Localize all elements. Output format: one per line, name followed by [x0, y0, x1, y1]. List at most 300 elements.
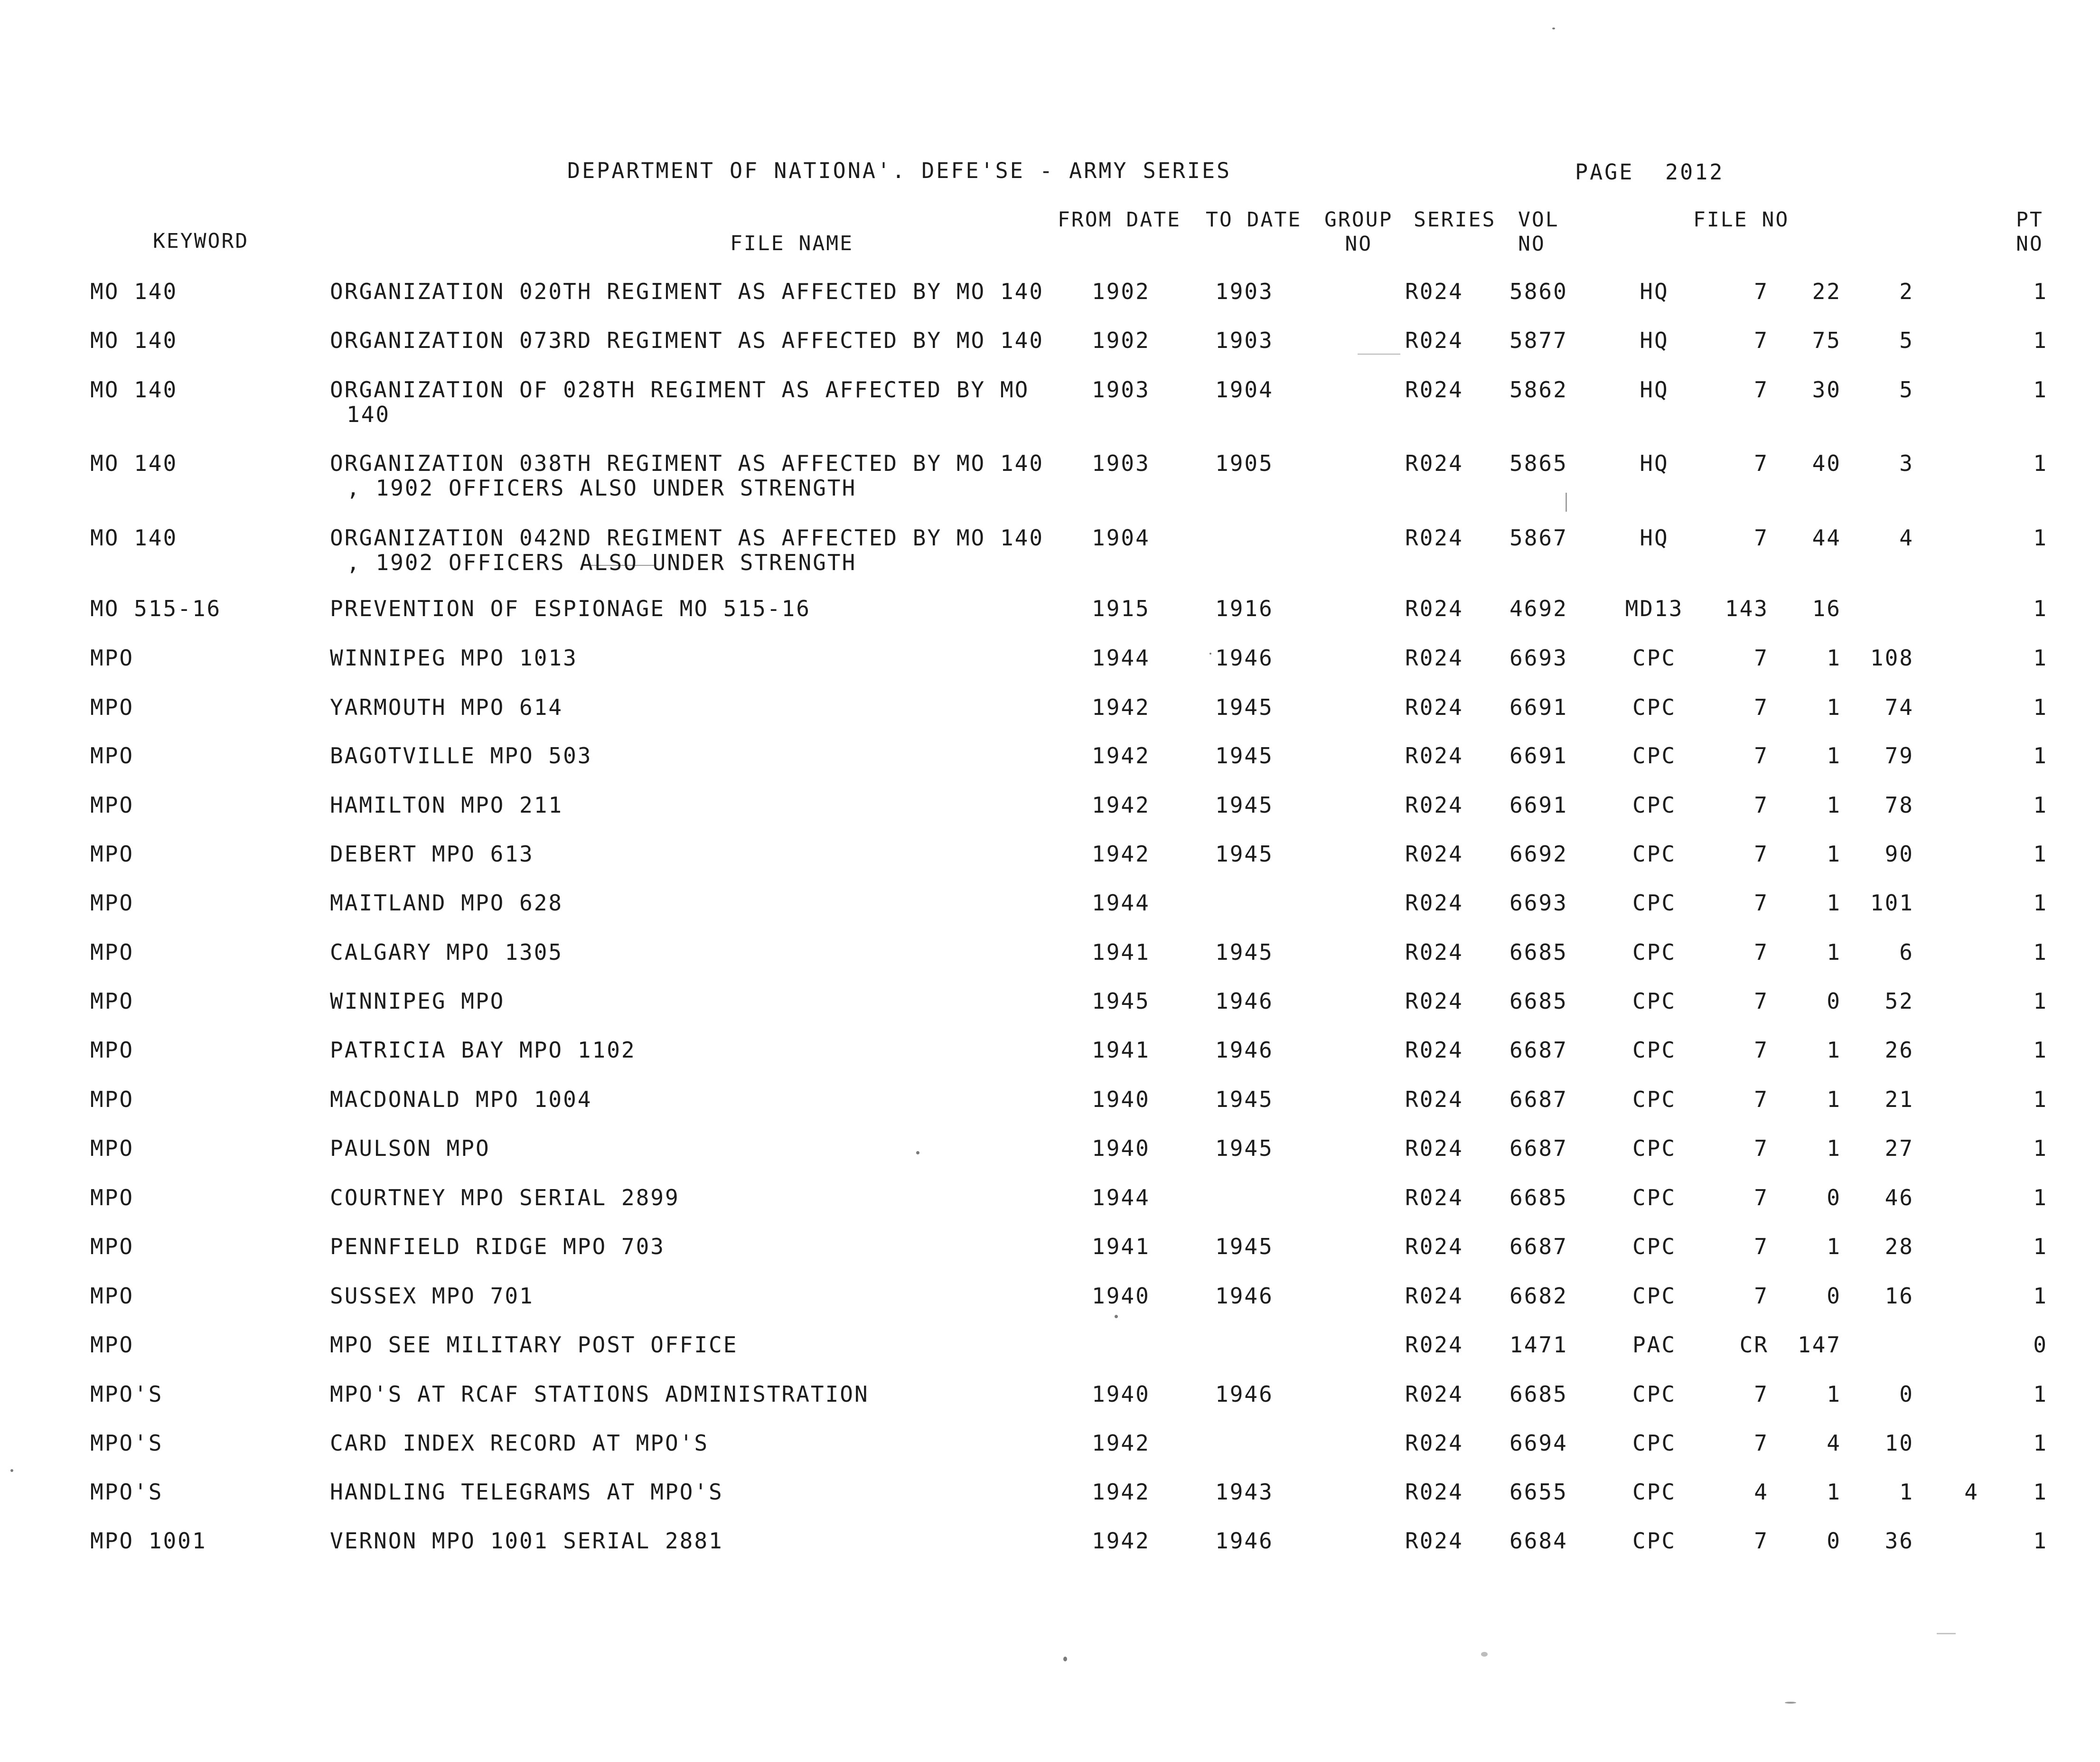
cell-file-no-tertiary: 79	[1884, 743, 1914, 769]
cell-file-no-primary: 7	[1754, 525, 1769, 551]
table-row	[0, 989, 2100, 1036]
cell-file-no-office: CPC	[1632, 1528, 1677, 1554]
cell-series: R024	[1405, 694, 1463, 720]
cell-from-date: 1942	[1092, 743, 1150, 769]
cell-from-date: 1903	[1092, 450, 1150, 476]
cell-vol-no: 6691	[1509, 694, 1568, 720]
cell-file-no-secondary: 0	[1827, 1185, 1841, 1210]
cell-file-no-secondary: 75	[1812, 328, 1841, 353]
cell-file-no-office: CPC	[1632, 1037, 1677, 1063]
cell-file-no-tertiary: 52	[1884, 988, 1914, 1014]
cell-file-no-primary: 7	[1754, 1185, 1769, 1210]
cell-keyword: MO 140	[90, 377, 178, 403]
cell-from-date: 1944	[1092, 645, 1150, 671]
table-row	[0, 525, 2100, 573]
cell-keyword: MO 140	[90, 450, 178, 476]
cell-file-no-tertiary: 6	[1899, 939, 1914, 965]
cell-pt-no: 1	[2033, 450, 2048, 476]
speck	[1063, 1657, 1067, 1661]
table-row	[0, 842, 2100, 889]
cell-file-no-primary: 7	[1754, 1430, 1769, 1456]
cell-keyword: MPO'S	[90, 1479, 163, 1505]
cell-file-no-secondary: 147	[1797, 1332, 1841, 1358]
cell-file-no-tertiary: 1	[1899, 1479, 1914, 1505]
cell-from-date: 1944	[1092, 890, 1150, 916]
cell-pt-no: 1	[2033, 694, 2048, 720]
cell-file-no-tertiary: 5	[1899, 377, 1914, 403]
cell-keyword: MPO	[90, 694, 134, 720]
cell-to-date: 1946	[1215, 1381, 1274, 1407]
cell-file-name: PENNFIELD RIDGE MPO 703	[330, 1234, 665, 1259]
cell-file-no-extra: 4	[1964, 1479, 1979, 1505]
cell-file-no-tertiary: 27	[1884, 1135, 1914, 1161]
cell-vol-no: 6687	[1509, 1037, 1568, 1063]
cell-to-date: 1946	[1215, 1528, 1274, 1554]
cell-file-name: WINNIPEG MPO	[330, 988, 505, 1014]
cell-series: R024	[1405, 1283, 1463, 1309]
cell-vol-no: 6687	[1509, 1135, 1568, 1161]
cell-file-no-secondary: 1	[1827, 1479, 1841, 1505]
cell-file-no-office: CPC	[1632, 792, 1677, 818]
cell-keyword: MPO	[90, 939, 134, 965]
cell-to-date: 1903	[1215, 279, 1274, 304]
file-name-continuation: 140	[347, 402, 391, 427]
cell-keyword: MO 140	[90, 328, 178, 353]
cell-to-date: 1916	[1215, 596, 1274, 621]
table-row	[0, 940, 2100, 987]
cell-from-date: 1942	[1092, 1479, 1150, 1505]
cell-from-date: 1944	[1092, 1185, 1150, 1210]
cell-pt-no: 1	[2033, 1037, 2048, 1063]
cell-to-date: 1945	[1215, 694, 1274, 720]
column-header-keyword: KEYWORD	[153, 229, 249, 253]
cell-keyword: MPO	[90, 988, 134, 1014]
table-row	[0, 646, 2100, 693]
cell-file-no-secondary: 1	[1827, 1087, 1841, 1112]
cell-keyword: MPO	[90, 1283, 134, 1309]
cell-file-no-office: CPC	[1632, 645, 1677, 671]
cell-keyword: MPO	[90, 1234, 134, 1259]
cell-file-no-office: CPC	[1632, 1135, 1677, 1161]
cell-file-no-primary: 7	[1754, 1037, 1769, 1063]
cell-series: R024	[1405, 328, 1463, 353]
cell-vol-no: 6684	[1509, 1528, 1568, 1554]
cell-file-name: CALGARY MPO 1305	[330, 939, 563, 965]
cell-from-date: 1940	[1092, 1135, 1150, 1161]
cell-to-date: 1945	[1215, 792, 1274, 818]
cell-to-date: 1945	[1215, 743, 1274, 769]
table-row	[0, 377, 2100, 425]
cell-from-date: 1942	[1092, 694, 1150, 720]
cell-series: R024	[1405, 1332, 1463, 1358]
cell-file-name: MPO SEE MILITARY POST OFFICE	[330, 1332, 738, 1358]
cell-to-date: 1945	[1215, 1135, 1274, 1161]
cell-vol-no: 6693	[1509, 890, 1568, 916]
cell-keyword: MPO	[90, 645, 134, 671]
cell-file-no-primary: 7	[1754, 279, 1769, 304]
cell-series: R024	[1405, 450, 1463, 476]
cell-file-name: ORGANIZATION 020TH REGIMENT AS AFFECTED BY MO 140	[330, 279, 1044, 304]
cell-from-date: 1940	[1092, 1087, 1150, 1112]
cell-to-date: 1943	[1215, 1479, 1274, 1505]
table-row	[0, 1382, 2100, 1429]
cell-keyword: MPO'S	[90, 1430, 163, 1456]
cell-file-no-primary: 7	[1754, 841, 1769, 867]
cell-keyword: MPO	[90, 1332, 134, 1358]
cell-pt-no: 1	[2033, 328, 2048, 353]
cell-pt-no: 1	[2033, 1087, 2048, 1112]
cell-file-no-office: CPC	[1632, 1283, 1677, 1309]
cell-from-date: 1942	[1092, 1528, 1150, 1554]
cell-vol-no: 6694	[1509, 1430, 1568, 1456]
cell-file-no-primary: 7	[1754, 328, 1769, 353]
cell-from-date: 1904	[1092, 525, 1150, 551]
column-header-from-date: FROM DATE	[1058, 208, 1181, 232]
cell-from-date: 1942	[1092, 1430, 1150, 1456]
cell-vol-no: 5860	[1509, 279, 1568, 304]
cell-pt-no: 1	[2033, 939, 2048, 965]
cell-series: R024	[1405, 1087, 1463, 1112]
table-row	[0, 1038, 2100, 1085]
column-header-file-no: FILE NO	[1693, 208, 1790, 232]
speck	[1937, 1633, 1956, 1634]
cell-file-name: PREVENTION OF ESPIONAGE MO 515-16	[330, 596, 811, 621]
cell-file-no-office: CPC	[1632, 1479, 1677, 1505]
cell-file-no-secondary: 0	[1827, 1283, 1841, 1309]
cell-keyword: MPO	[90, 890, 134, 916]
cell-from-date: 1941	[1092, 939, 1150, 965]
cell-file-no-office: HQ	[1640, 377, 1669, 403]
table-row	[0, 1332, 2100, 1380]
cell-vol-no: 4692	[1509, 596, 1568, 621]
cell-file-no-office: CPC	[1632, 841, 1677, 867]
cell-file-name: SUSSEX MPO 701	[330, 1283, 534, 1309]
cell-file-no-tertiary: 78	[1884, 792, 1914, 818]
cell-file-no-primary: 143	[1725, 596, 1769, 621]
cell-file-no-office: HQ	[1640, 525, 1669, 551]
cell-to-date: 1946	[1215, 1283, 1274, 1309]
cell-keyword: MPO	[90, 1185, 134, 1210]
cell-file-no-secondary: 1	[1827, 694, 1841, 720]
cell-series: R024	[1405, 792, 1463, 818]
cell-file-no-tertiary: 28	[1884, 1234, 1914, 1259]
cell-series: R024	[1405, 939, 1463, 965]
cell-file-name: MAITLAND MPO 628	[330, 890, 563, 916]
cell-file-no-office: CPC	[1632, 743, 1677, 769]
cell-file-no-secondary: 1	[1827, 1234, 1841, 1259]
cell-series: R024	[1405, 1037, 1463, 1063]
cell-file-no-primary: 7	[1754, 988, 1769, 1014]
column-header-vol-no: VOL NO	[1518, 208, 1559, 256]
cell-file-no-secondary: 1	[1827, 939, 1841, 965]
cell-pt-no: 1	[2033, 1135, 2048, 1161]
cell-vol-no: 6693	[1509, 645, 1568, 671]
cell-keyword: MO 140	[90, 525, 178, 551]
cell-file-no-secondary: 30	[1812, 377, 1841, 403]
cell-file-no-tertiary: 0	[1899, 1381, 1914, 1407]
cell-series: R024	[1405, 1135, 1463, 1161]
cell-pt-no: 1	[2033, 1479, 2048, 1505]
table-row	[0, 1528, 2100, 1576]
cell-keyword: MPO	[90, 792, 134, 818]
cell-file-no-secondary: 0	[1827, 988, 1841, 1014]
cell-vol-no: 6685	[1509, 1185, 1568, 1210]
cell-file-no-secondary: 0	[1827, 1528, 1841, 1554]
cell-pt-no: 1	[2033, 525, 2048, 551]
cell-to-date: 1946	[1215, 645, 1274, 671]
column-header-file-name: FILE NAME	[730, 232, 853, 255]
cell-file-no-office: CPC	[1632, 1430, 1677, 1456]
cell-file-no-office: CPC	[1632, 890, 1677, 916]
cell-pt-no: 1	[2033, 1283, 2048, 1309]
cell-pt-no: 1	[2033, 645, 2048, 671]
cell-file-name: MACDONALD MPO 1004	[330, 1087, 592, 1112]
cell-vol-no: 6691	[1509, 743, 1568, 769]
cell-vol-no: 6685	[1509, 988, 1568, 1014]
page-label: PAGE	[1575, 159, 1634, 185]
cell-file-no-secondary: 1	[1827, 841, 1841, 867]
cell-file-name: CARD INDEX RECORD AT MPO'S	[330, 1430, 709, 1456]
cell-file-no-primary: 7	[1754, 377, 1769, 403]
cell-file-no-tertiary: 101	[1870, 890, 1914, 916]
cell-file-no-office: HQ	[1640, 450, 1669, 476]
cell-from-date: 1940	[1092, 1381, 1150, 1407]
cell-file-no-secondary: 22	[1812, 279, 1841, 304]
cell-keyword: MO 515-16	[90, 596, 222, 621]
cell-file-name: HAMILTON MPO 211	[330, 792, 563, 818]
cell-vol-no: 6687	[1509, 1234, 1568, 1259]
cell-file-no-secondary: 44	[1812, 525, 1841, 551]
cell-from-date: 1940	[1092, 1283, 1150, 1309]
cell-file-no-secondary: 4	[1827, 1430, 1841, 1456]
cell-file-no-secondary: 1	[1827, 1037, 1841, 1063]
cell-series: R024	[1405, 841, 1463, 867]
cell-keyword: MO 140	[90, 279, 178, 304]
cell-file-name: ORGANIZATION 042ND REGIMENT AS AFFECTED BY MO 140 , 1902 OFFICERS ALSO UNDER STRENGTH	[330, 525, 1044, 575]
cell-series: R024	[1405, 1528, 1463, 1554]
speck	[1481, 1652, 1488, 1657]
cell-series: R024	[1405, 279, 1463, 304]
cell-series: R024	[1405, 1430, 1463, 1456]
cell-file-no-office: CPC	[1632, 1234, 1677, 1259]
cell-file-no-primary: 7	[1754, 792, 1769, 818]
speck	[1552, 28, 1555, 29]
cell-file-no-tertiary: 74	[1884, 694, 1914, 720]
cell-file-name: ORGANIZATION 073RD REGIMENT AS AFFECTED BY MO 140	[330, 328, 1044, 353]
cell-file-no-tertiary: 5	[1899, 328, 1914, 353]
cell-pt-no: 1	[2033, 792, 2048, 818]
speck	[1785, 1702, 1796, 1704]
cell-file-no-secondary: 1	[1827, 1381, 1841, 1407]
cell-file-name: COURTNEY MPO SERIAL 2899	[330, 1185, 680, 1210]
cell-file-no-primary: CR	[1739, 1332, 1769, 1358]
cell-pt-no: 1	[2033, 841, 2048, 867]
column-header-series: SERIES	[1414, 208, 1496, 232]
cell-file-name: ORGANIZATION OF 028TH REGIMENT AS AFFECTED BY MO 140	[330, 377, 1030, 427]
table-row	[0, 1234, 2100, 1282]
cell-pt-no: 1	[2033, 890, 2048, 916]
cell-vol-no: 1471	[1509, 1332, 1568, 1358]
cell-file-no-primary: 7	[1754, 743, 1769, 769]
cell-file-name: YARMOUTH MPO 614	[330, 694, 563, 720]
cell-file-name: VERNON MPO 1001 SERIAL 2881	[330, 1528, 723, 1554]
cell-pt-no: 0	[2033, 1332, 2048, 1358]
cell-pt-no: 1	[2033, 1430, 2048, 1456]
cell-pt-no: 1	[2033, 279, 2048, 304]
cell-vol-no: 6682	[1509, 1283, 1568, 1309]
cell-file-name: BAGOTVILLE MPO 503	[330, 743, 592, 769]
cell-file-no-secondary: 16	[1812, 596, 1841, 621]
cell-series: R024	[1405, 1234, 1463, 1259]
cell-file-no-primary: 7	[1754, 890, 1769, 916]
table-row	[0, 450, 2100, 501]
table-row	[0, 1136, 2100, 1183]
cell-file-name: MPO'S AT RCAF STATIONS ADMINISTRATION	[330, 1381, 869, 1407]
cell-vol-no: 6685	[1509, 939, 1568, 965]
cell-from-date: 1941	[1092, 1037, 1150, 1063]
cell-pt-no: 1	[2033, 743, 2048, 769]
cell-vol-no: 5867	[1509, 525, 1568, 551]
cell-file-no-office: CPC	[1632, 1087, 1677, 1112]
cell-from-date: 1941	[1092, 1234, 1150, 1259]
cell-pt-no: 1	[2033, 1185, 2048, 1210]
cell-file-no-primary: 7	[1754, 1087, 1769, 1112]
page-title: DEPARTMENT OF NATIONA'. DEFE'SE - ARMY SERIES	[567, 158, 1232, 183]
cell-file-no-primary: 7	[1754, 1381, 1769, 1407]
table-row	[0, 596, 2100, 644]
cell-keyword: MPO 1001	[90, 1528, 207, 1554]
cell-to-date: 1946	[1215, 988, 1274, 1014]
table-row	[0, 1087, 2100, 1134]
column-header-group-no: GROUP NO	[1324, 208, 1393, 256]
cell-vol-no: 6655	[1509, 1479, 1568, 1505]
cell-file-name: PATRICIA BAY MPO 1102	[330, 1037, 636, 1063]
cell-series: R024	[1405, 377, 1463, 403]
table-row	[0, 1480, 2100, 1527]
cell-file-no-secondary: 1	[1827, 645, 1841, 671]
cell-keyword: MPO	[90, 743, 134, 769]
cell-vol-no: 5877	[1509, 328, 1568, 353]
cell-vol-no: 6692	[1509, 841, 1568, 867]
cell-vol-no: 5862	[1509, 377, 1568, 403]
cell-file-no-secondary: 1	[1827, 890, 1841, 916]
cell-series: R024	[1405, 1185, 1463, 1210]
cell-to-date: 1945	[1215, 939, 1274, 965]
column-header-pt-no: PT NO	[2016, 208, 2044, 256]
cell-keyword: MPO	[90, 841, 134, 867]
cell-keyword: MPO	[90, 1135, 134, 1161]
cell-keyword: MPO	[90, 1037, 134, 1063]
cell-series: R024	[1405, 890, 1463, 916]
cell-series: R024	[1405, 596, 1463, 621]
cell-pt-no: 1	[2033, 1234, 2048, 1259]
cell-file-no-tertiary: 3	[1899, 450, 1914, 476]
cell-from-date: 1942	[1092, 792, 1150, 818]
cell-from-date: 1945	[1092, 988, 1150, 1014]
cell-to-date: 1905	[1215, 450, 1274, 476]
table-row	[0, 279, 2100, 327]
file-name-continuation: , 1902 OFFICERS ALSO UNDER STRENGTH	[347, 550, 857, 575]
table-row	[0, 1431, 2100, 1478]
cell-to-date: 1945	[1215, 1234, 1274, 1259]
cell-file-name: DEBERT MPO 613	[330, 841, 534, 867]
table-row	[0, 1284, 2100, 1331]
cell-pt-no: 1	[2033, 1528, 2048, 1554]
cell-series: R024	[1405, 743, 1463, 769]
cell-vol-no: 5865	[1509, 450, 1568, 476]
cell-file-no-office: HQ	[1640, 279, 1669, 304]
column-header-to-date: TO DATE	[1206, 208, 1302, 232]
cell-file-no-tertiary: 36	[1884, 1528, 1914, 1554]
cell-file-no-tertiary: 4	[1899, 525, 1914, 551]
cell-file-name: HANDLING TELEGRAMS AT MPO'S	[330, 1479, 723, 1505]
cell-file-no-tertiary: 10	[1884, 1430, 1914, 1456]
cell-file-no-tertiary: 46	[1884, 1185, 1914, 1210]
cell-keyword: MPO'S	[90, 1381, 163, 1407]
cell-vol-no: 6691	[1509, 792, 1568, 818]
cell-file-no-primary: 7	[1754, 450, 1769, 476]
cell-file-no-office: MD13	[1625, 596, 1684, 621]
cell-file-no-tertiary: 90	[1884, 841, 1914, 867]
cell-from-date: 1902	[1092, 328, 1150, 353]
cell-to-date: 1946	[1215, 1037, 1274, 1063]
cell-from-date: 1902	[1092, 279, 1150, 304]
cell-pt-no: 1	[2033, 377, 2048, 403]
file-name-continuation: , 1902 OFFICERS ALSO UNDER STRENGTH	[347, 475, 857, 501]
cell-keyword: MPO	[90, 1087, 134, 1112]
table-row	[0, 328, 2100, 375]
cell-file-name: WINNIPEG MPO 1013	[330, 645, 578, 671]
cell-series: R024	[1405, 645, 1463, 671]
cell-from-date: 1915	[1092, 596, 1150, 621]
page-number: 2012	[1665, 159, 1725, 185]
cell-pt-no: 1	[2033, 988, 2048, 1014]
cell-file-no-secondary: 1	[1827, 792, 1841, 818]
cell-file-no-tertiary: 108	[1870, 645, 1914, 671]
cell-file-no-tertiary: 21	[1884, 1087, 1914, 1112]
cell-vol-no: 6687	[1509, 1087, 1568, 1112]
cell-pt-no: 1	[2033, 596, 2048, 621]
cell-file-no-primary: 7	[1754, 1135, 1769, 1161]
cell-file-no-office: CPC	[1632, 939, 1677, 965]
cell-from-date: 1942	[1092, 841, 1150, 867]
cell-series: R024	[1405, 525, 1463, 551]
cell-file-name: ORGANIZATION 038TH REGIMENT AS AFFECTED BY MO 140 , 1902 OFFICERS ALSO UNDER STRENGTH	[330, 450, 1044, 501]
cell-file-no-secondary: 1	[1827, 743, 1841, 769]
cell-file-no-office: PAC	[1632, 1332, 1677, 1358]
table-row	[0, 890, 2100, 938]
cell-file-no-primary: 7	[1754, 694, 1769, 720]
cell-file-no-office: CPC	[1632, 1185, 1677, 1210]
cell-to-date: 1945	[1215, 841, 1274, 867]
cell-to-date: 1903	[1215, 328, 1274, 353]
cell-file-no-tertiary: 26	[1884, 1037, 1914, 1063]
cell-series: R024	[1405, 988, 1463, 1014]
table-row	[0, 793, 2100, 840]
cell-file-name: PAULSON MPO	[330, 1135, 490, 1161]
cell-file-no-primary: 7	[1754, 1528, 1769, 1554]
cell-file-no-tertiary: 16	[1884, 1283, 1914, 1309]
cell-to-date: 1945	[1215, 1087, 1274, 1112]
cell-file-no-primary: 4	[1754, 1479, 1769, 1505]
table-row	[0, 1185, 2100, 1233]
cell-file-no-office: CPC	[1632, 1381, 1677, 1407]
cell-series: R024	[1405, 1479, 1463, 1505]
cell-file-no-secondary: 40	[1812, 450, 1841, 476]
cell-file-no-primary: 7	[1754, 1283, 1769, 1309]
cell-from-date: 1903	[1092, 377, 1150, 403]
cell-file-no-office: HQ	[1640, 328, 1669, 353]
